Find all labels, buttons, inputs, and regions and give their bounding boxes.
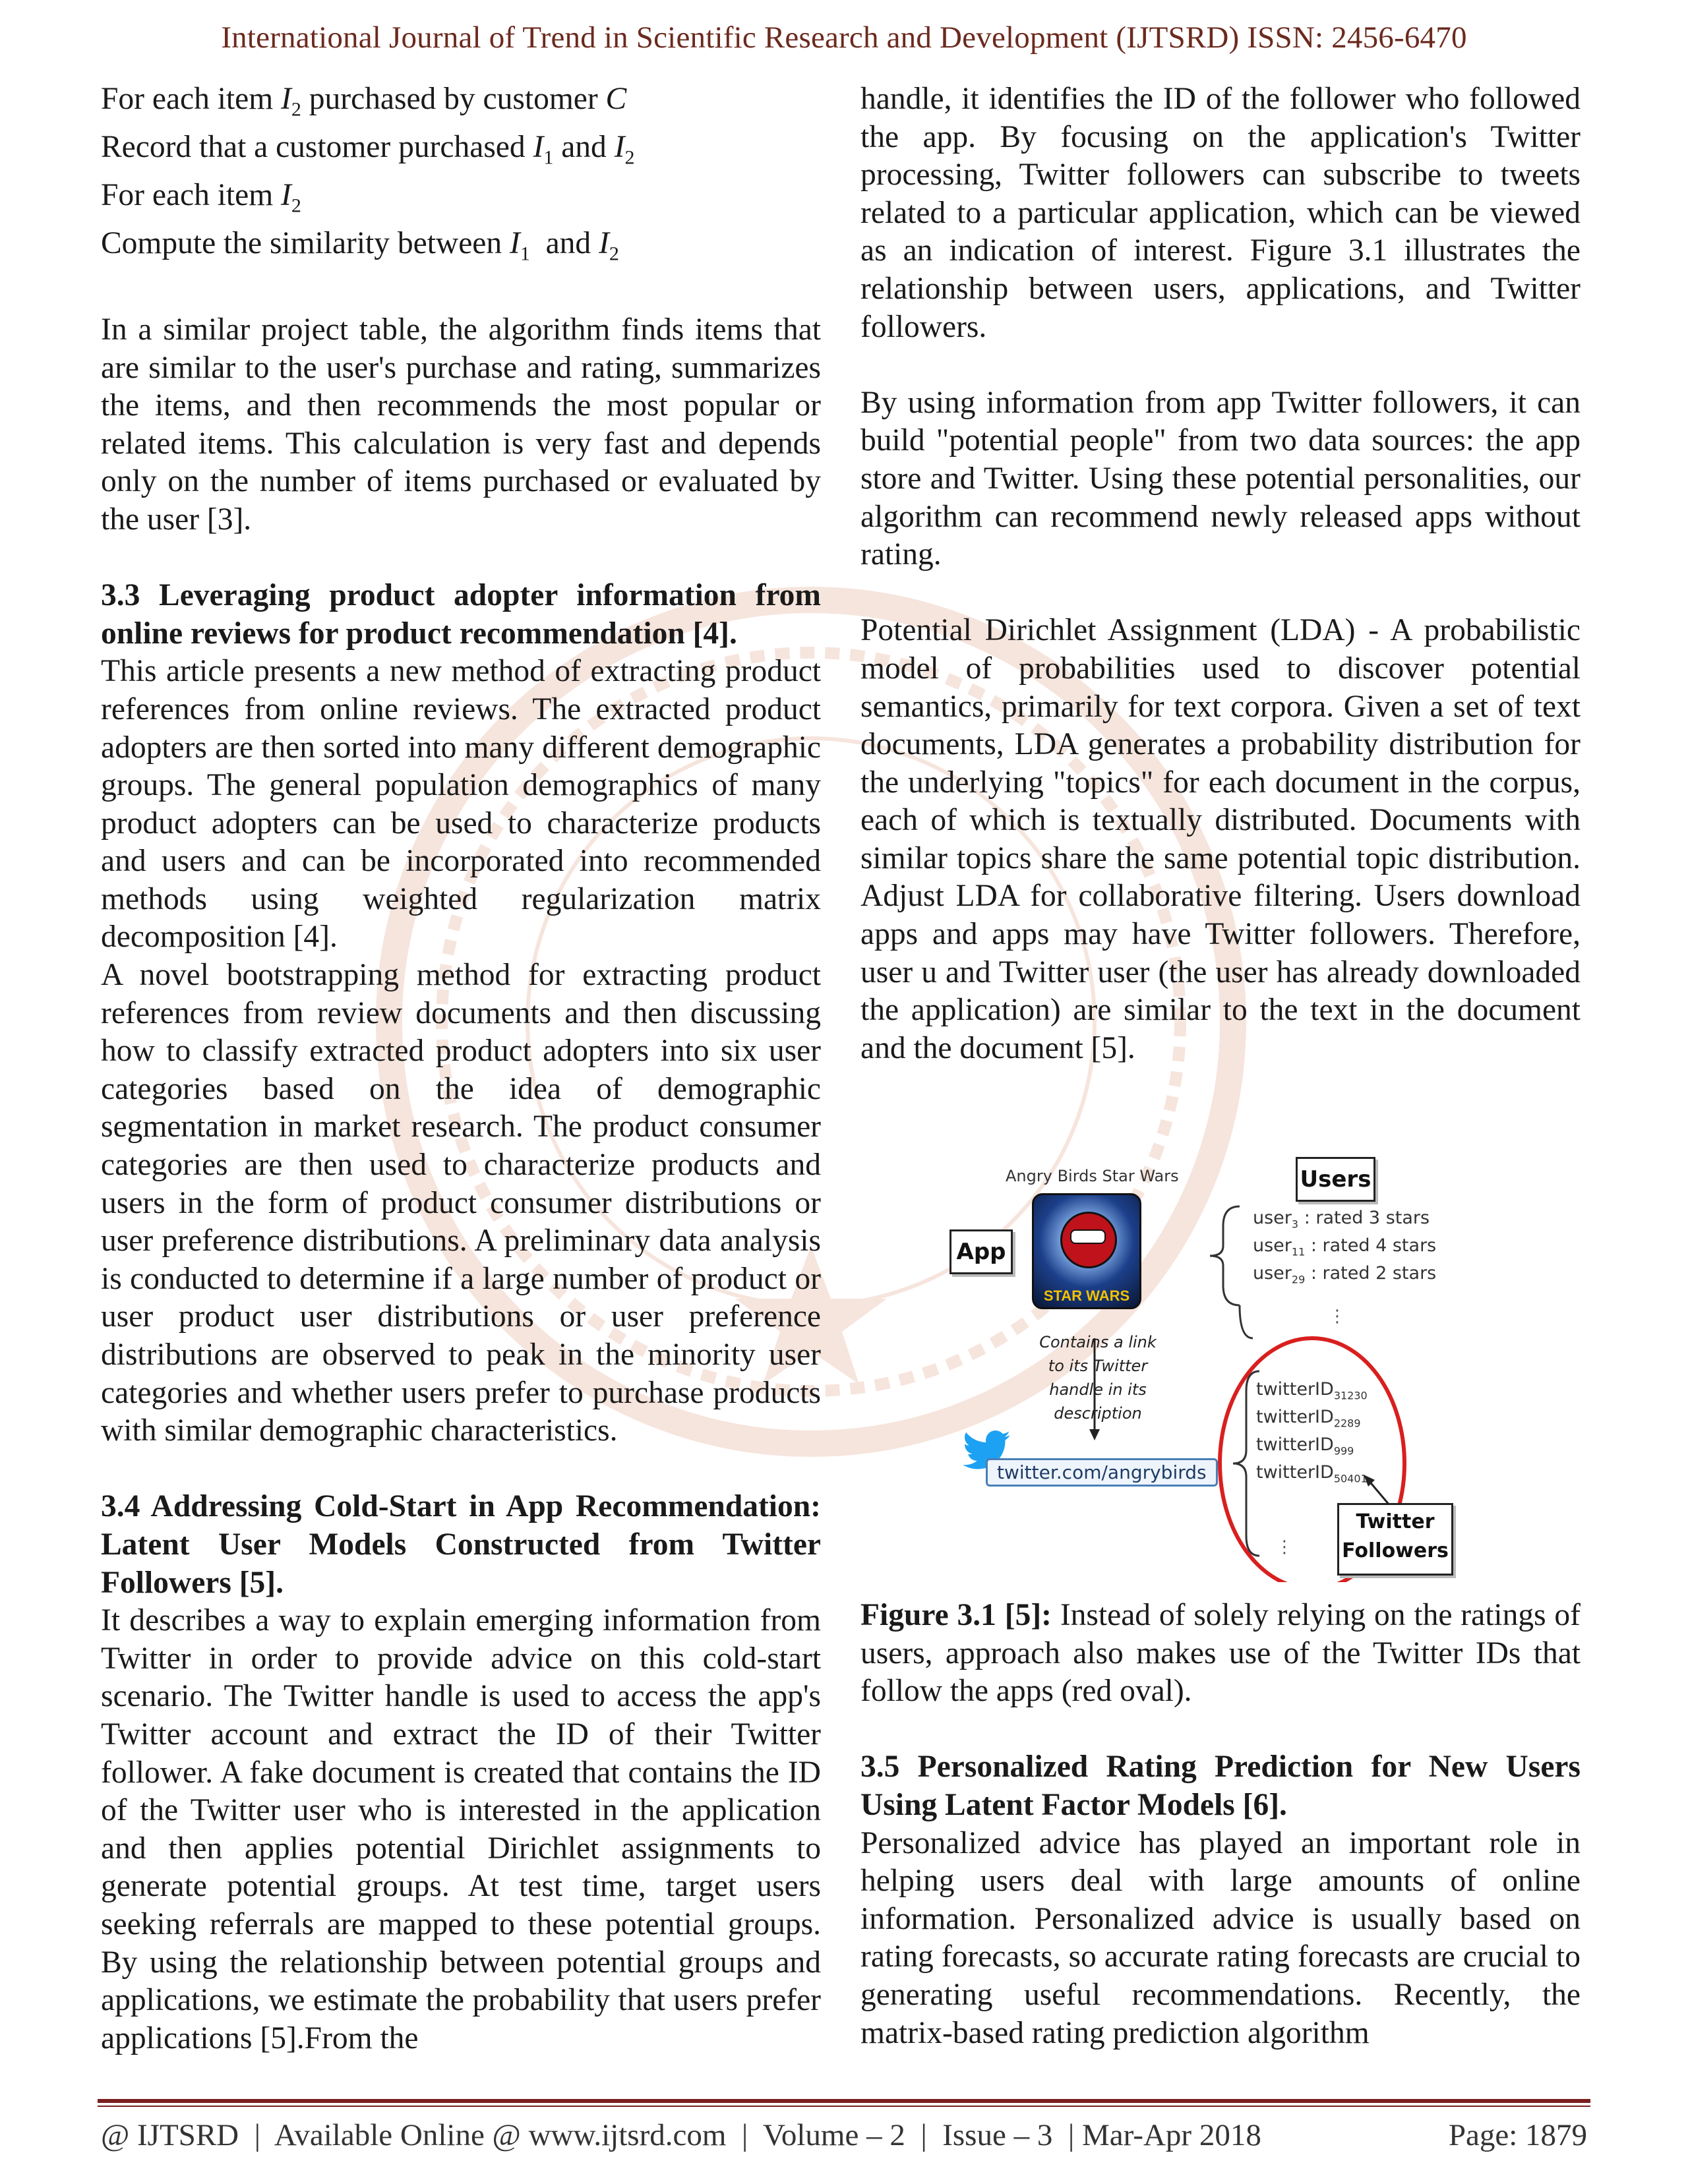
section-3-3-heading: 3.3 Leveraging product adopter information from online reviews for product recommendation [4]. [101, 578, 821, 651]
section-3-4-heading: 3.4 Addressing Cold-Start in App Recommendation: Latent User Models Constructed from Twitter Followers [5]. [101, 1489, 821, 1600]
twitter-followers-box [1337, 1503, 1453, 1576]
paragraph-lda: Potential Dirichlet Assignment (LDA) - A probabilistic model of probabilities used to discover potential semantics, primarily for text corpora. Given a set of text documents, LDA generates a probability distribution for the underlying "topics" for each document in the corpus, each of which is textually distributed. Documents with similar topics share the same potential topic distribution. Adjust LDA for collaborative filtering. Users download apps and apps may have Twitter followers. Therefore, user u and Twitter user (the user has already downloaded the application) are similar to the text in the document and the document [5]. [860, 613, 1581, 1065]
twitter-id-4: twitterID$_{50401}$ [1256, 1462, 1368, 1485]
algorithm-line-2: Record that a customer purchased $I_1$ and $I_2$ [101, 130, 635, 169]
angry-birds-star-wars-icon [1032, 1193, 1141, 1309]
figure-caption-label: Figure 3.1 [5]: [860, 1598, 1052, 1632]
paragraph-item-similarity: In a similar project table, the algorithm finds items that are similar to the user's purchase and rating, summarizes the items, and then recommends the most popular or related items. This calculation is very fast and depends only on the number of items purchased or evaluated by the user [3]. [101, 312, 821, 537]
section-3-3-paragraph-1: This article presents a new method of extracting product references from online reviews. The extracted product adopters are then sorted into many different demographic groups. The general population demographics of many product adopters can be used to characterize products and users and can be incorporated into recommended methods using weighted regularization matrix decomposition [4]. [101, 654, 821, 955]
twitter-followers-label-2: Followers [1342, 1539, 1449, 1562]
section-3-5-paragraph-1: Personalized advice has played an important role in helping users deal with large amounts of online information. Personalized advice is usually based on rating forecasts, so accurate rating forecasts are crucial to generating useful recommendations. Recently, the matrix-based rating prediction algorithm [860, 1825, 1581, 2050]
paragraph-twitter-handle: handle, it identifies the ID of the follower who followed the app. By focusing on the application's Twitter processing, Twitter followers can subscribe to tweets related to a particular application, which can be viewed as an indication of interest. Figure 3.1 illustrates the relationship between users, applications, and Twitter followers. [860, 82, 1581, 344]
twitter-id-1: twitterID$_{31230}$ [1256, 1379, 1368, 1402]
twitter-id-2: twitterID$_{2289}$ [1256, 1407, 1361, 1430]
user-rating-2: user$_{11}$ : rated 4 stars [1253, 1235, 1437, 1258]
twitter-followers-label-1: Twitter [1356, 1510, 1435, 1533]
link-note: Contains a link to its Twitter handle in its description [1039, 1333, 1157, 1423]
footer-publication-info: @ IJTSRD | Available Online @ www.ijtsrd.com | Volume – 2 | Issue – 3 | Mar-Apr 2018 [101, 2118, 1261, 2152]
figure-caption-text: Instead of solely relying on the ratings of users, approach also makes use of the Twitter IDs that follow the apps (red oval). [860, 1598, 1581, 1709]
users-box: Users [1296, 1157, 1375, 1202]
algorithm-line-1: For each item $I_2$ purchased by customer C [101, 82, 627, 121]
user-rating-3: user$_{29}$ : rated 2 stars [1253, 1263, 1437, 1286]
user-rating-1: user$_3$ : rated 3 stars [1253, 1208, 1430, 1231]
footer-rule-thin [98, 2106, 1590, 2107]
section-3-5-heading: 3.5 Personalized Rating Prediction for New Users Using Latent Factor Models [6]. [860, 1750, 1581, 1822]
section-3-4-paragraph-1: It describes a way to explain emerging information from Twitter in order to provide advice on this cold-start scenario. The Twitter handle is used to access the app's Twitter account and extract the ID of their Twitter follower. A fake document is created that contains the ID of the Twitter user who is interested in the application and then applies potential Dirichlet assignments to generate potential groups. At test time, target users seeking referrals are mapped to these potential groups. By using the relationship between potential groups and applications, we estimate the probability that users prefer applications [5].From the [101, 1603, 821, 2055]
section-3-3-paragraph-2: A novel bootstrapping method for extracting product references from review documents and then discussing how to classify extracted product adopters into six user categories based on the idea of demographic segmentation in market research. The product consumer categories are then used to characterize products and users in the form of product consumer distributions or user preference distributions. A preliminary data analysis is conducted to determine if a large number of product or user product user distributions or user preference distributions are observed to peak in the minority user categories and whether users prefer to purchase products with similar demographic characteristics. [101, 958, 821, 1448]
algorithm-line-4: Compute the similarity between $I_1$ and $I_2$ [101, 226, 619, 265]
journal-header: International Journal of Trend in Scientific Research and Development (IJTSRD) ISSN: 2456-6470 [221, 20, 1467, 55]
right-column-lower [860, 1597, 1581, 2052]
right-column [860, 80, 1581, 1067]
twitter-url-box: twitter.com/angrybirds [986, 1458, 1218, 1487]
footer-page-number: Page: 1879 [1448, 2118, 1587, 2152]
app-title-label: Angry Birds Star Wars [1006, 1167, 1179, 1185]
figure-3-1 [950, 1121, 1503, 1582]
page-footer [101, 2117, 1587, 2153]
paragraph-potential-people: By using information from app Twitter followers, it can build "potential people" from two data sources: the app store and Twitter. Using these potential personalities, our algorithm can recommend newly released apps without rating. [860, 385, 1581, 572]
algorithm-line-3: For each item $I_2$ [101, 178, 301, 217]
svg-text:⋮: ⋮ [1276, 1537, 1293, 1557]
footer-rule [98, 2099, 1590, 2103]
twitter-id-3: twitterID$_{999}$ [1256, 1434, 1354, 1458]
star-wars-icon-text: STAR WARS [1043, 1287, 1130, 1304]
svg-text:⋮: ⋮ [1329, 1307, 1346, 1326]
left-column [101, 80, 821, 2057]
app-box: App [950, 1229, 1013, 1274]
figure-3-1-caption [860, 1597, 1581, 1711]
